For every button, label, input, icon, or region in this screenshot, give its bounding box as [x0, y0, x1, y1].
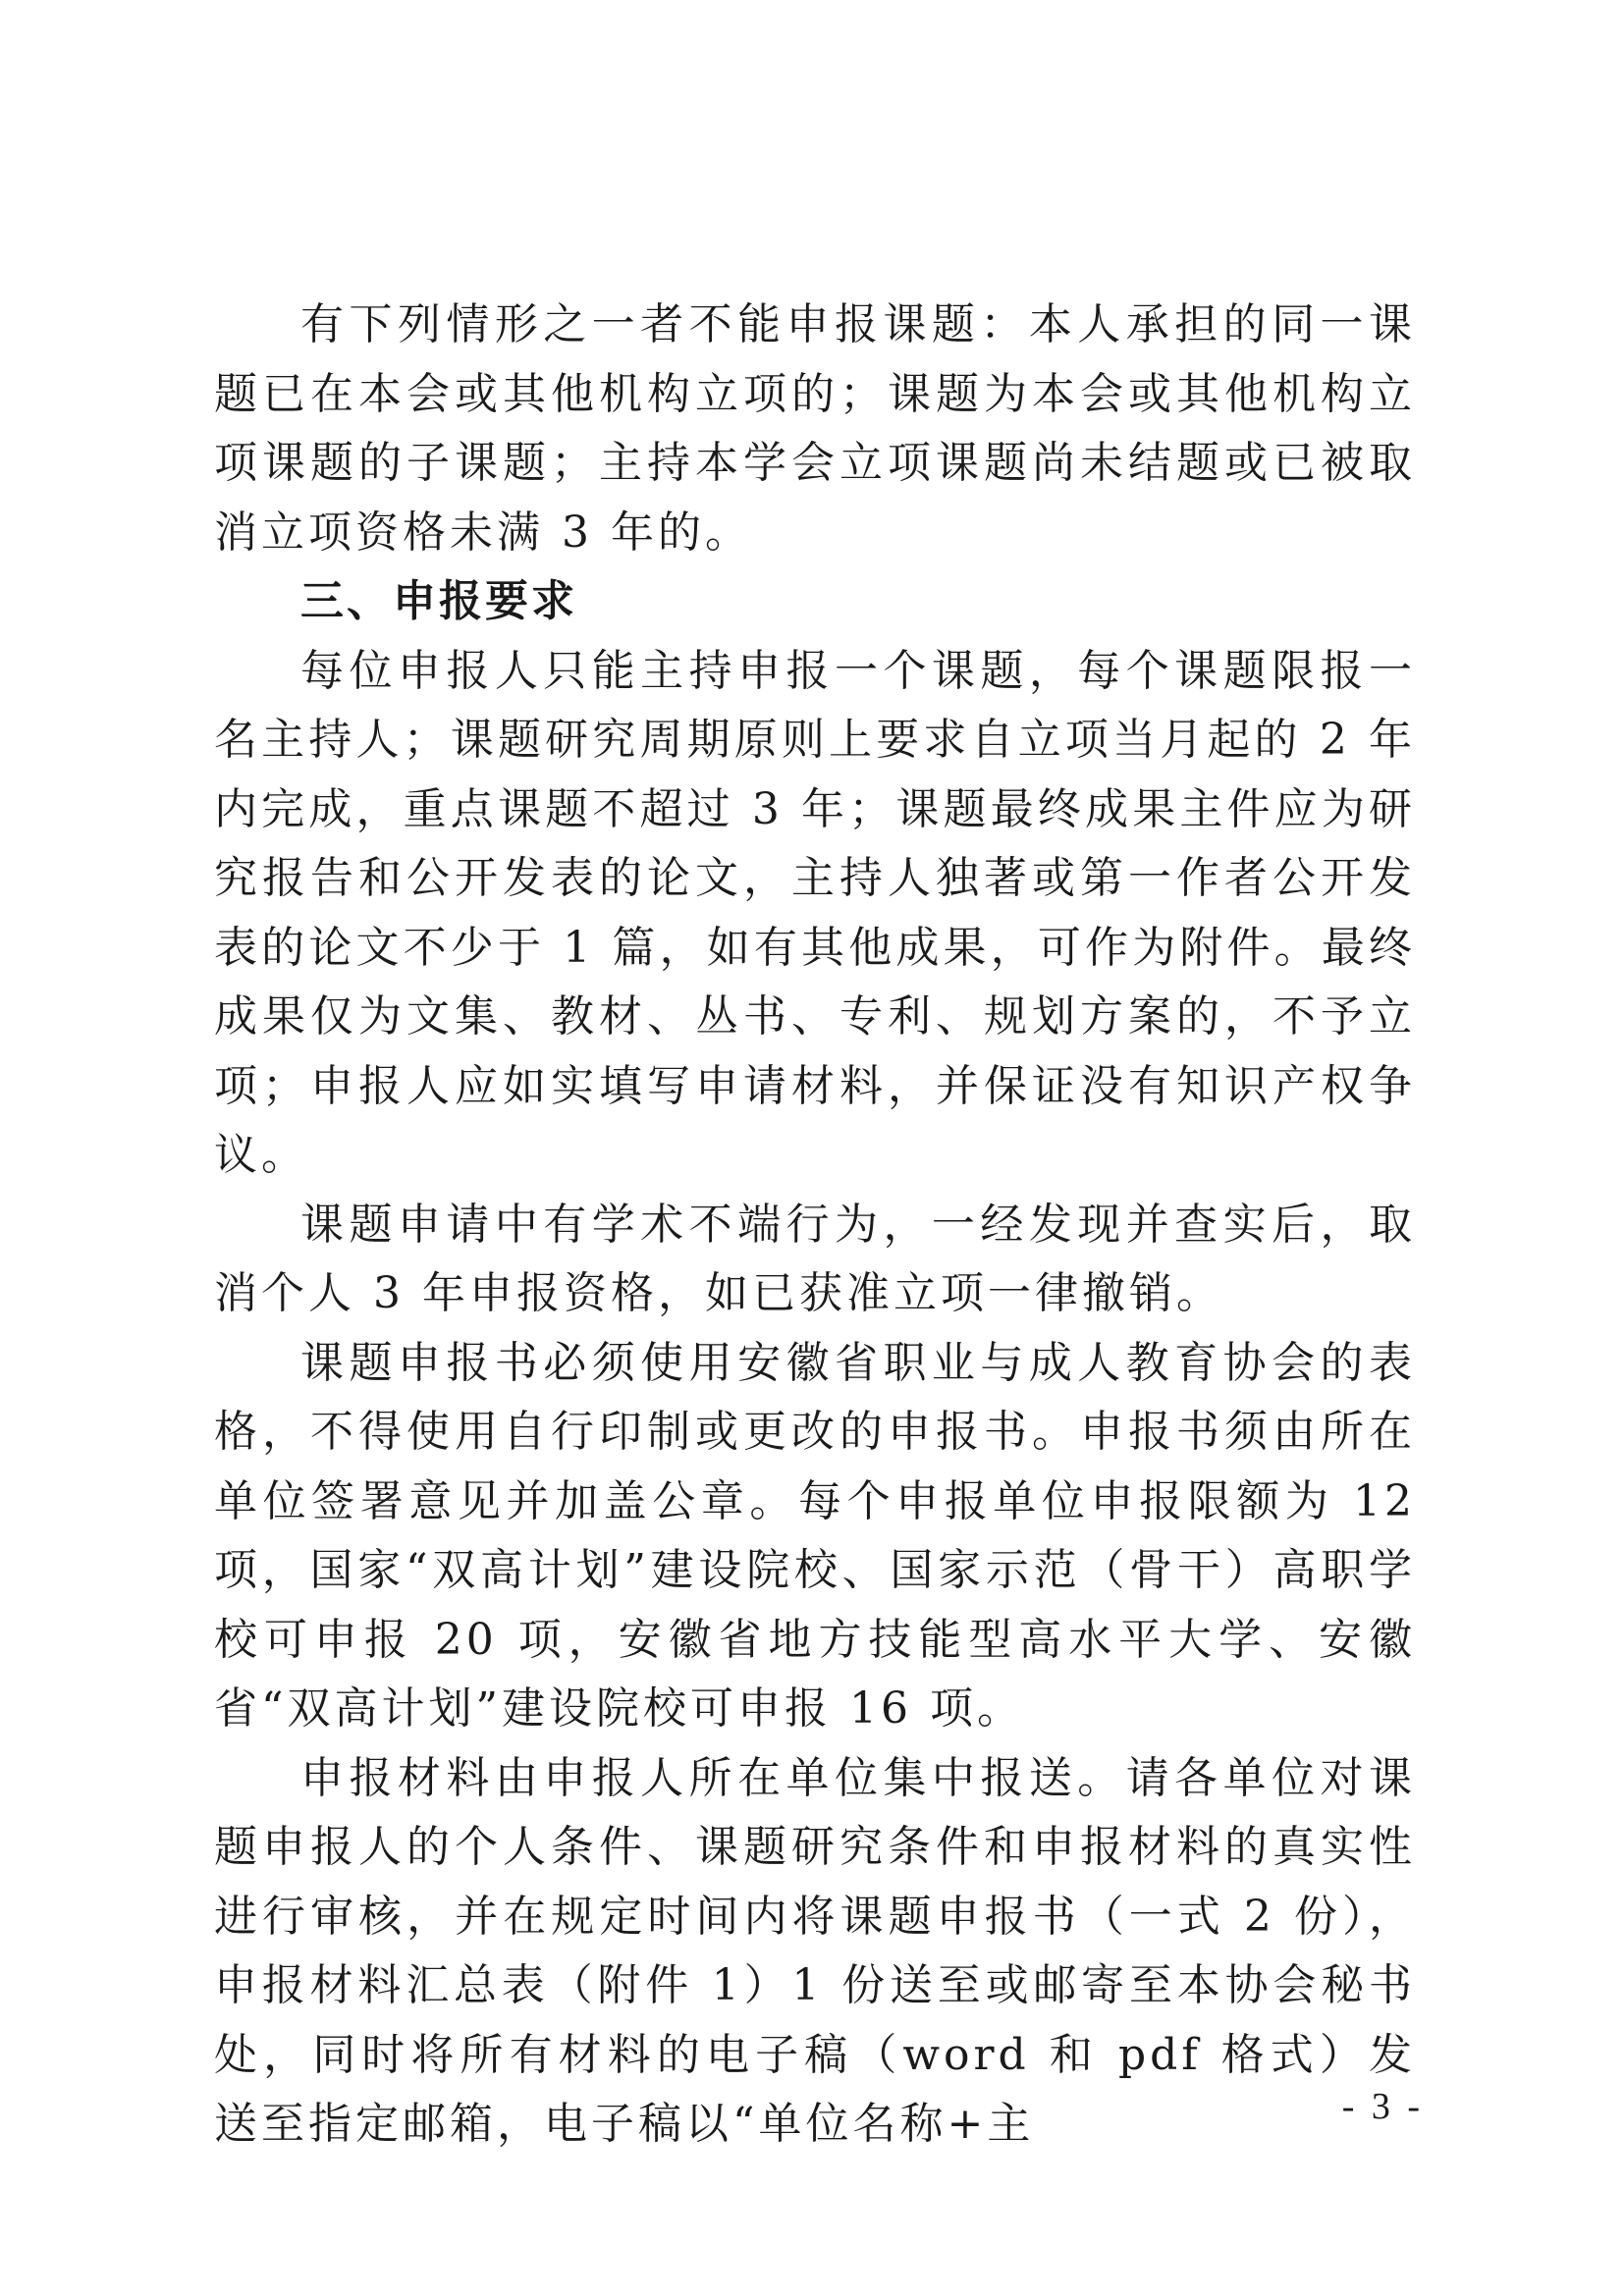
paragraph-submission-procedure: 申报材料由申报人所在单位集中报送。请各单位对课题申报人的个人条件、课题研究条件和申报材料的真实性进行审核，并在规定时间内将课题申报书（一式 2 份），申报材料汇总表（附件 1）1 份送至或邮寄至本协会秘书处，同时将所有材料的电子稿（word 和 pdf 格式）发送至指定邮箱，电子稿以“单位名称+主 — [214, 1752, 1416, 2149]
page-number: - 3 - — [1341, 2086, 1424, 2127]
paragraph-application-form-quota: 课题申报书必须使用安徽省职业与成人教育协会的表格，不得使用自行印制或更改的申报书。申报书须由所在单位签署意见并加盖公章。每个申报单位申报限额为 12 项，国家“双高计划”建设院校、国家示范（骨干）高职学校可申报 20 项，安徽省地方技能型高水平大学、安徽省“双高计划”建设院校可申报 16 项。 — [214, 1337, 1416, 1734]
section-heading: 三、申报要求 — [300, 576, 577, 626]
document-body — [214, 291, 1416, 2160]
paragraph-applicant-requirements: 每位申报人只能主持申报一个课题，每个课题限报一名主持人；课题研究周期原则上要求自立项当月起的 2 年内完成，重点课题不超过 3 年；课题最终成果主件应为研究报告和公开发表的论文，主持人独著或第一作者公开发表的论文不少于 1 篇，如有其他成果，可作为附件。最终成果仅为文集、教材、丛书、专利、规划方案的，不予立项；申报人应如实填写申请材料，并保证没有知识产权争议。 — [214, 645, 1416, 1180]
paragraph-ineligibility: 有下列情形之一者不能申报课题：本人承担的同一课题已在本会或其他机构立项的；课题为本会或其他机构立项课题的子课题；主持本学会立项课题尚未结题或已被取消立项资格未满 3 年的。 — [214, 299, 1416, 558]
paragraph-academic-misconduct: 课题申请中有学术不端行为，一经发现并查实后，取消个人 3 年申报资格，如已获准立项一律撤销。 — [214, 1199, 1416, 1318]
